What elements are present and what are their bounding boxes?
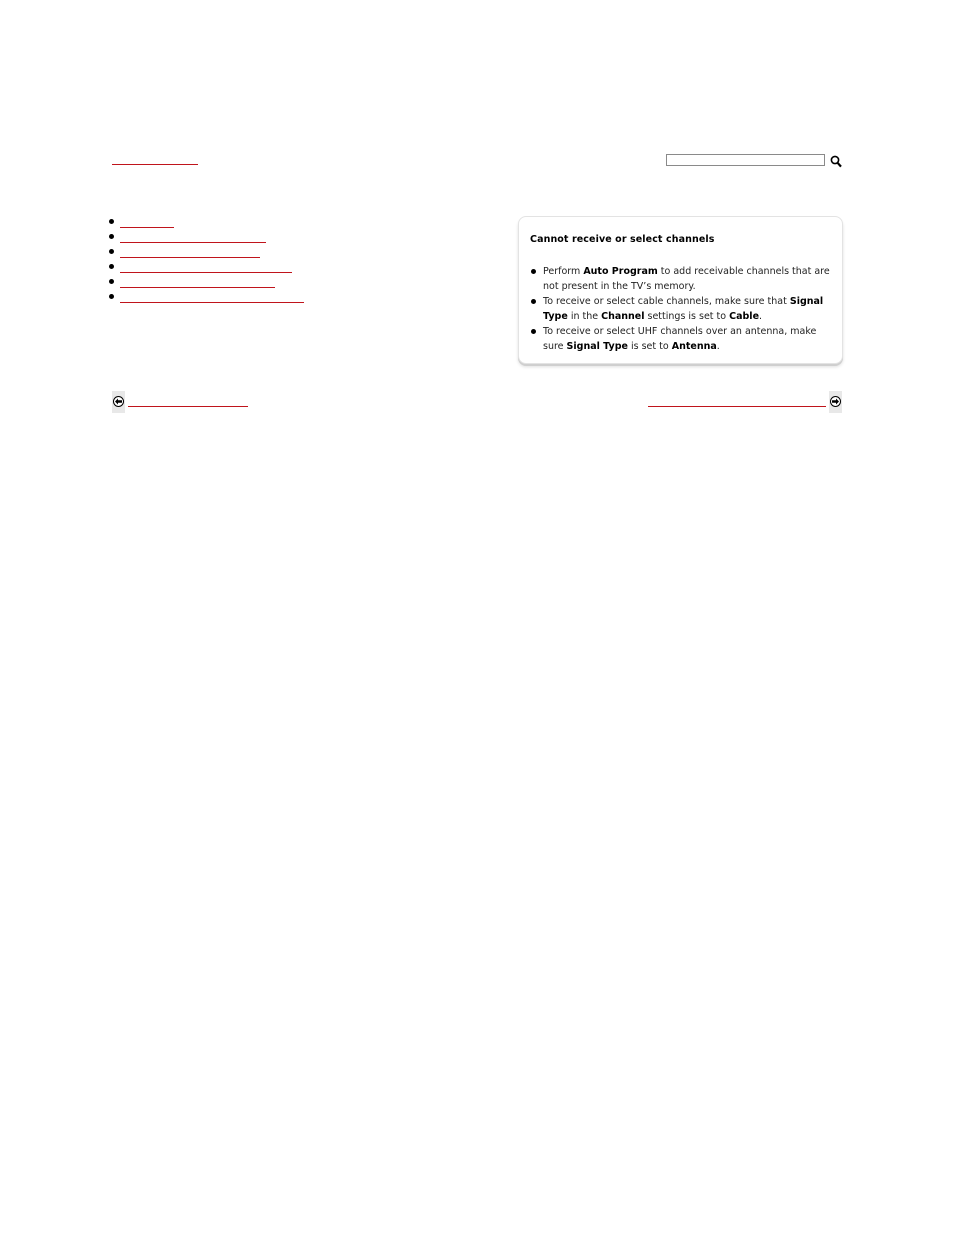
nav-link[interactable] [120,276,275,288]
setting-name: Antenna [671,341,717,352]
bullet [109,234,114,239]
item-text: To receive or select cable channels, make sure that [543,296,790,307]
item-text: . [716,341,720,352]
bullet [109,294,114,299]
arrow-right-circle-icon [830,396,841,407]
magnifier-icon [830,155,842,168]
search-button[interactable] [830,153,842,166]
top-link[interactable] [112,152,198,165]
nav-link[interactable] [120,291,304,303]
troubleshooting-card [518,216,843,364]
card-list [530,264,835,354]
item-text: . [759,311,763,322]
nav-link[interactable] [120,216,174,228]
nav-link[interactable] [120,231,266,243]
setting-name: Signal Type [566,341,628,352]
item-text: to add receivable channels that are not present in the TV’s memory. [543,266,830,292]
search-input[interactable] [666,154,825,166]
bullet [109,264,114,269]
item-text: in the [567,311,602,322]
nav-link[interactable] [120,246,260,258]
item-text: Perform [543,266,584,277]
item-text: is set to [627,341,672,352]
previous-link[interactable] [128,395,248,407]
bullet [109,249,114,254]
setting-name: Channel [601,311,645,322]
setting-name: Auto Program [583,266,658,277]
card-list-item [530,324,835,354]
nav-link[interactable] [120,261,292,273]
card-list-item [530,264,835,294]
setting-name: Cable [729,311,760,322]
arrow-left-circle-icon [113,396,124,407]
card-list-item [530,294,835,324]
previous-button[interactable] [112,391,125,413]
card-title: Cannot receive or select channels [530,234,715,245]
item-text: settings is set to [644,311,730,322]
bullet [109,279,114,284]
item-text: To receive or select UHF channels over an antenna, make sure [543,326,817,352]
next-link[interactable] [648,395,826,407]
bullet [109,219,114,224]
setting-name: Signal Type [543,296,824,322]
next-button[interactable] [829,391,842,413]
